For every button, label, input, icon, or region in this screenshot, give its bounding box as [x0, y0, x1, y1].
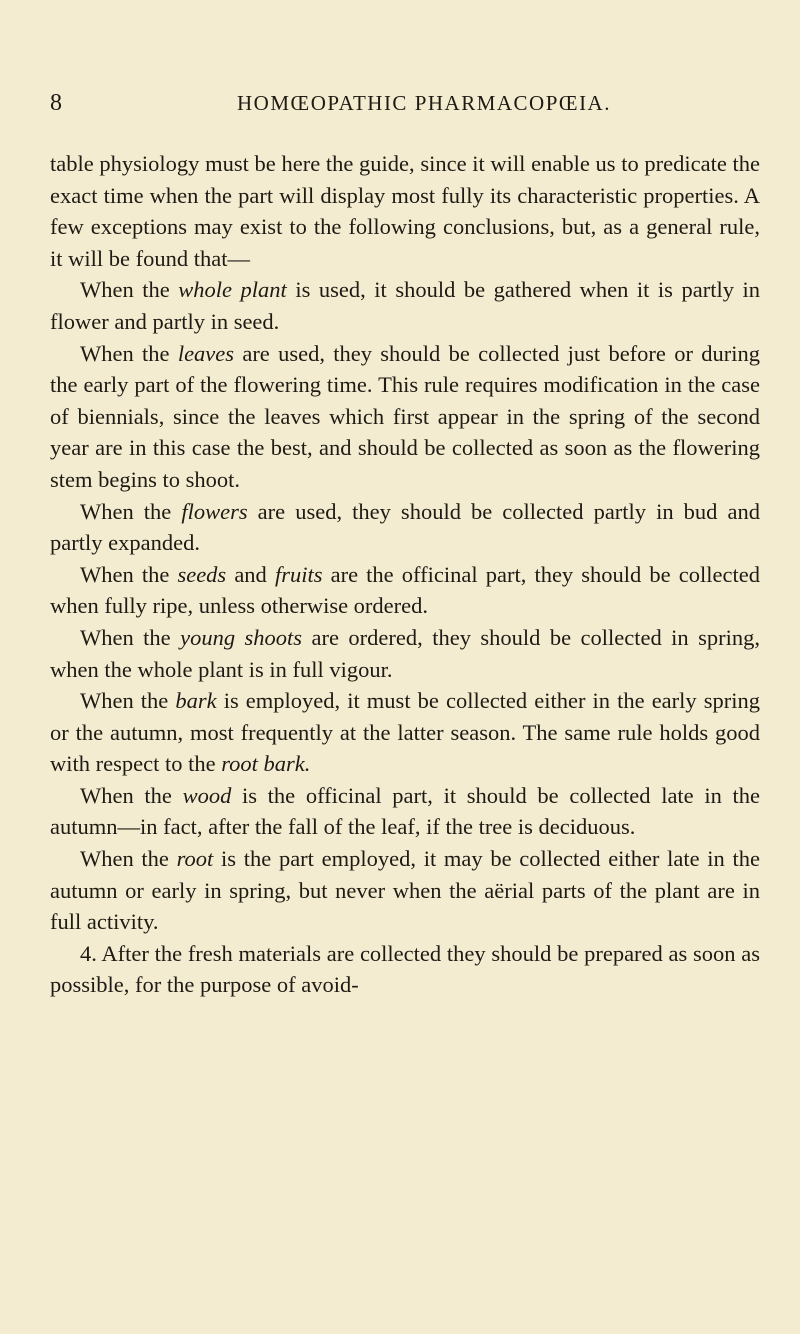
italic-term: flowers — [181, 498, 248, 524]
text-run: are used, they should be collected just before or during the early part of the flowering time. This rule requires modification in the case of biennials, since the leaves which first appear in the spring of the second year are in this case the best, and should be collected as soon as the flowering stem begins to shoot. — [50, 340, 760, 492]
text-run: When the — [80, 561, 178, 587]
paragraph — [50, 685, 760, 780]
paragraph — [50, 938, 760, 1001]
text-run: and — [226, 561, 275, 587]
italic-term: seeds — [177, 561, 227, 587]
italic-term: root bark. — [221, 751, 311, 777]
italic-term: leaves — [177, 340, 235, 366]
text-run: 4. After the fresh materials are collected they should be prepared as soon as possible, for the purpose of avoid- — [50, 940, 760, 998]
paragraph — [50, 843, 760, 938]
paragraph — [50, 148, 760, 274]
text-run: is employed, it must be collected either in the early spring or the autumn, most frequently at the latter season. The same rule holds good with respect to the — [50, 688, 760, 777]
text-run: is used, it should be gathered when it is partly in flower and partly in seed. — [50, 277, 760, 334]
italic-term: bark — [175, 688, 217, 714]
italic-term: root — [176, 846, 214, 872]
text-run: are used, they should be collected partly in bud and partly expanded. — [50, 498, 760, 556]
page-number: 8 — [50, 90, 62, 116]
text-run: are ordered, they should be collected in spring, when the whole plant is in full vigour. — [50, 624, 760, 682]
text-run: When the — [80, 498, 182, 524]
text-run: When the — [80, 277, 179, 303]
text-run: When the — [80, 624, 181, 650]
paragraph — [50, 274, 760, 337]
text-run: is the officinal part, it should be collected late in the autumn—in fact, after the fall of the leaf, if the tree is deciduous. — [50, 782, 760, 840]
text-run: are the officinal part, they should be collected when fully ripe, unless otherwise ordered. — [50, 561, 760, 619]
text-run: table physiology must be here the guide, since it will enable us to predicate the exact time when the part will display most fully its characteristic properties. A few exceptions may exist to the following conclusions, but, as a general rule, it will be found that— — [50, 151, 760, 271]
text-run: When the — [80, 340, 178, 366]
body-text — [50, 148, 760, 1001]
paragraph — [50, 338, 760, 496]
text-run: is the part employed, it may be collected either late in the autumn or early in spring, but never when the aërial parts of the plant are in full activity. — [50, 846, 761, 935]
paragraph — [50, 780, 760, 843]
italic-term: young shoots — [180, 624, 303, 650]
text-run: When the — [80, 846, 177, 872]
text-run: When the — [80, 782, 183, 808]
running-title: HOMŒOPATHIC PHARMACOPŒIA. — [237, 91, 611, 115]
italic-term: wood — [182, 782, 232, 808]
paragraph — [50, 622, 760, 685]
paragraph — [50, 559, 760, 622]
italic-term: fruits — [274, 561, 323, 587]
italic-term: whole plant — [178, 277, 287, 303]
paragraph — [50, 496, 760, 559]
text-run: When the — [80, 688, 176, 714]
